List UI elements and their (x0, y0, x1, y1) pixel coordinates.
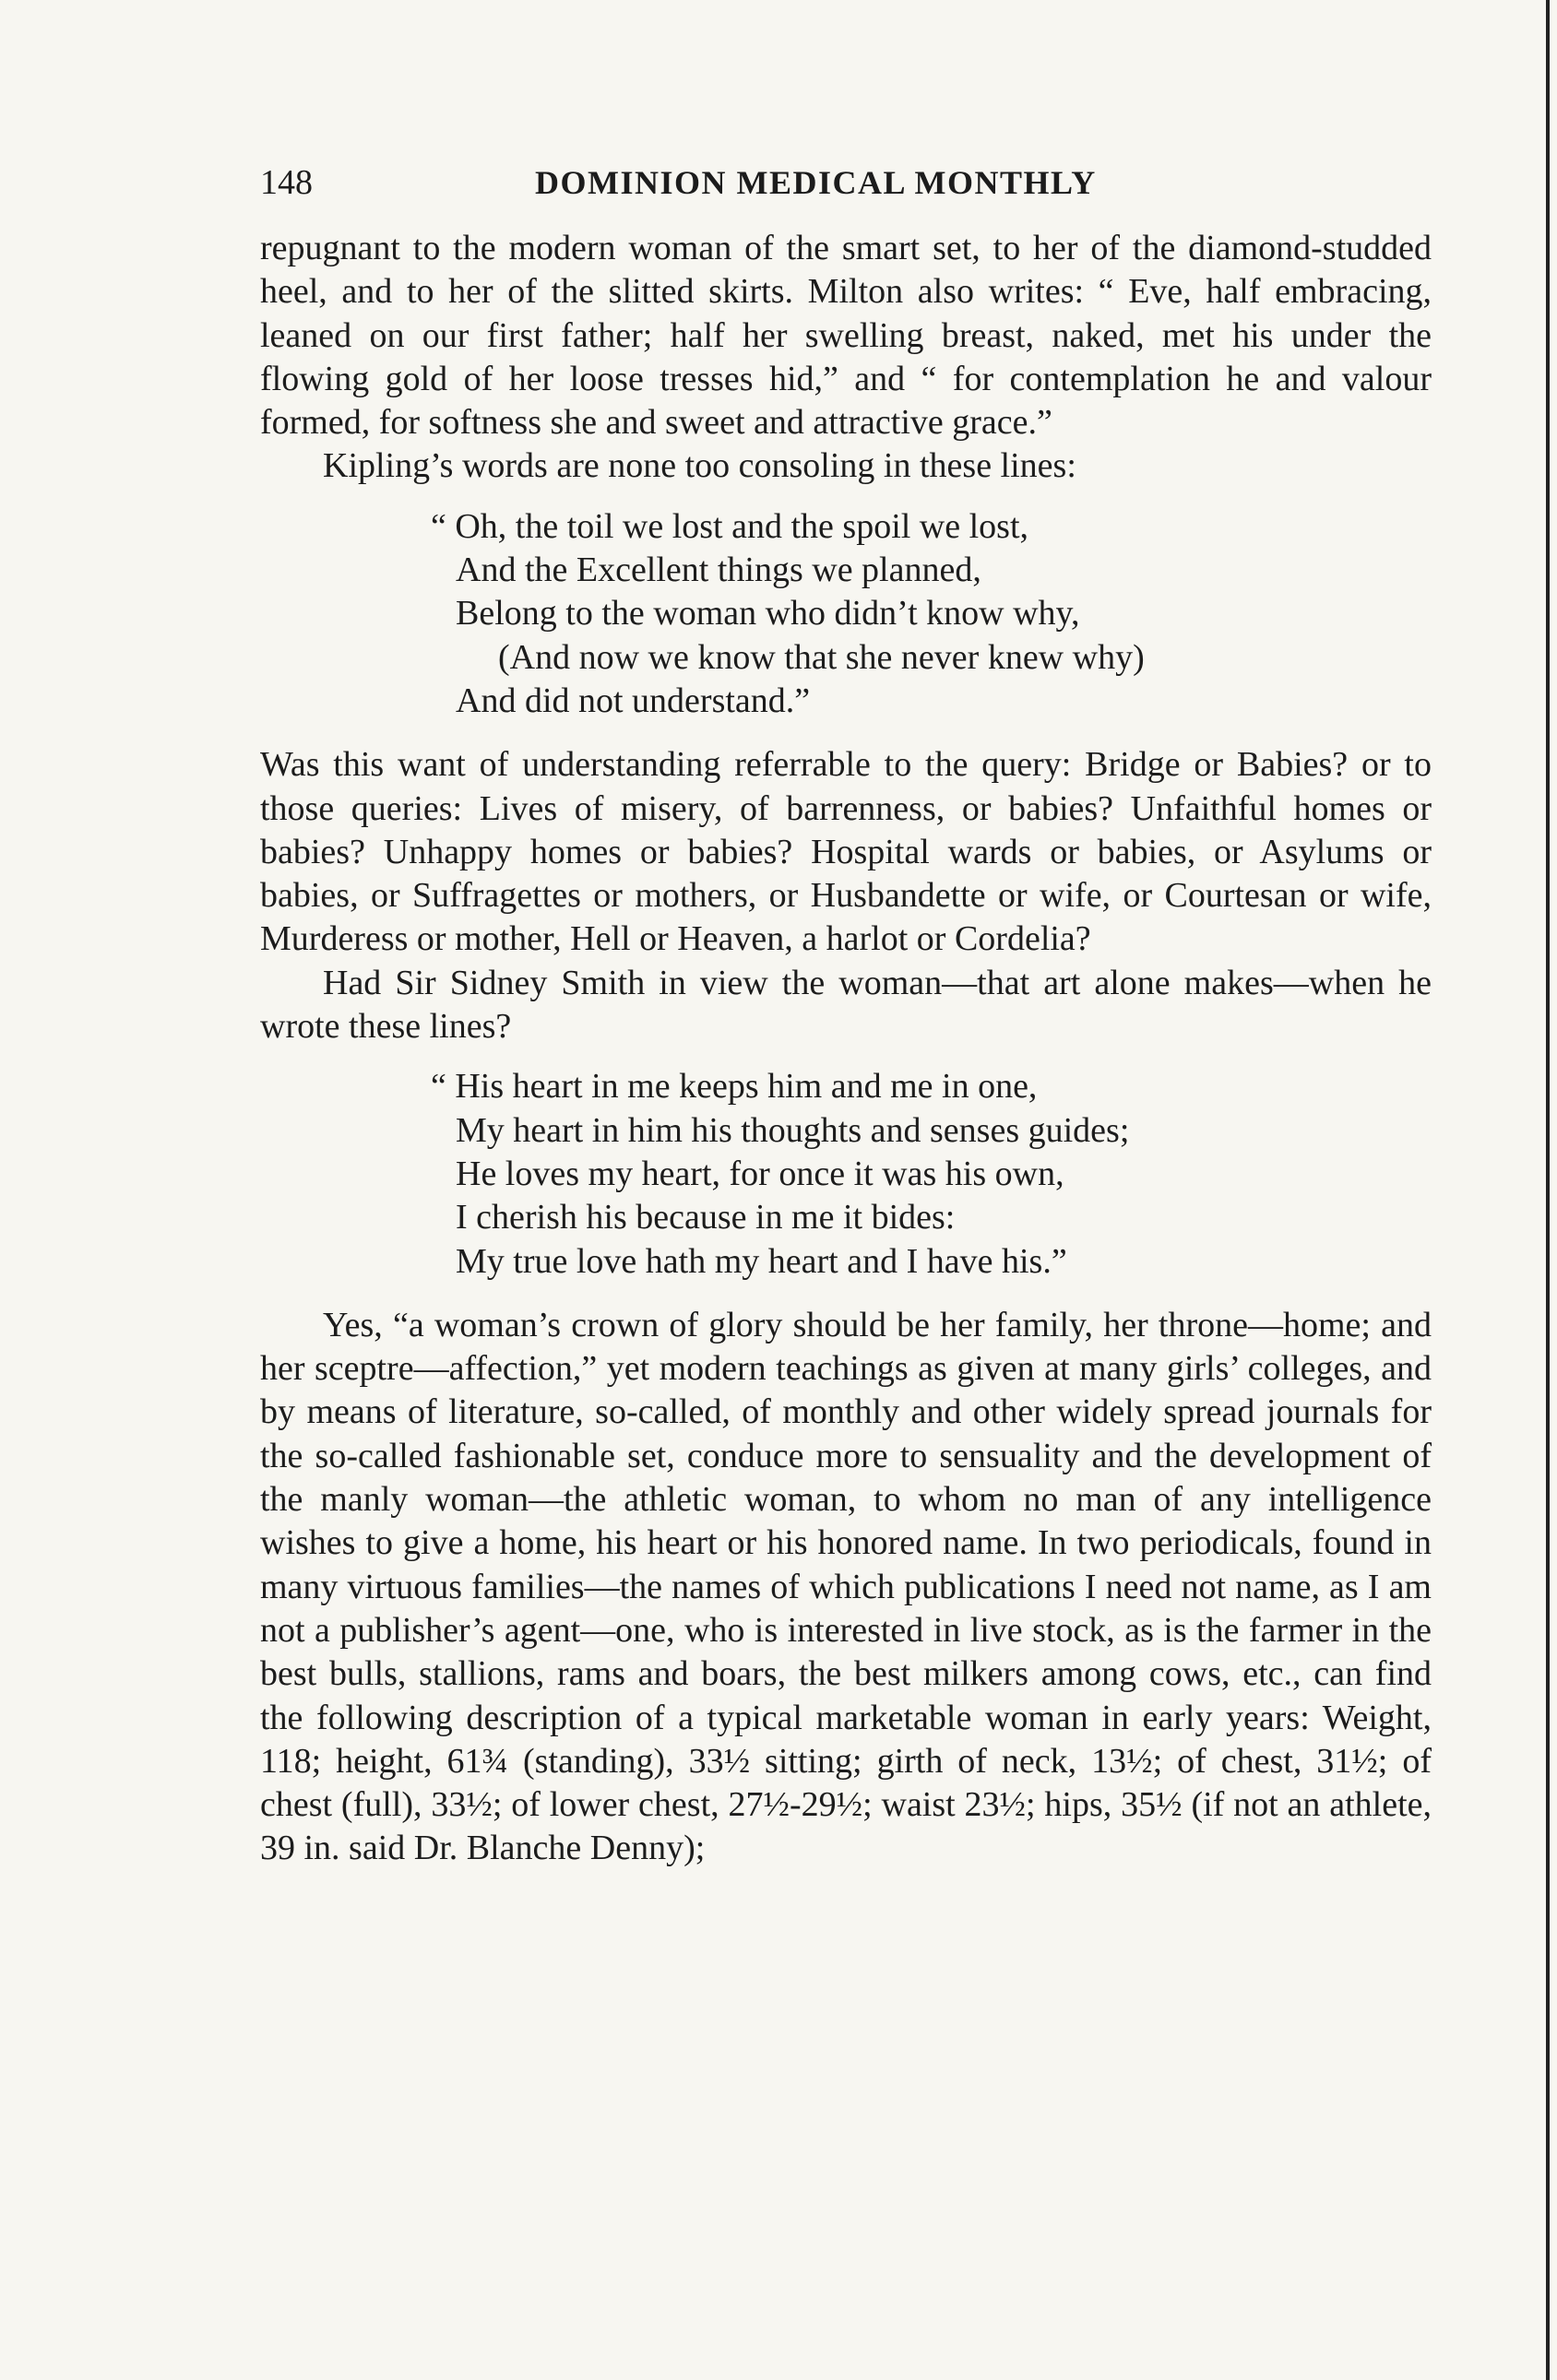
paragraph: Was this want of understanding referrable to the query: Bridge or Babies? or to those queries: Lives of misery, of barrenness, or babies? Unfaithful homes or babies? Unhappy homes or babies? Hospital wards or babies, or Asylums or babies, or Suffragettes or mothers, or Husbandette or wife, or Courtesan or wife, Murderess or mother, Hell or Heaven, a harlot or Cordelia? (260, 745, 1432, 959)
poem-line: My true love hath my heart and I have his.” (456, 1241, 1067, 1281)
poem-line: “ His heart in me keeps him and me in one, (431, 1067, 1038, 1107)
poem-line: And the Excellent things we planned, (456, 551, 981, 590)
poem-line: He loves my heart, for once it was his own, (456, 1154, 1064, 1193)
paragraph: Had Sir Sidney Smith in view the woman—that art alone makes—when he wrote these lines? (260, 963, 1432, 1047)
smith-poem (260, 1065, 1432, 1283)
poem-line: “ Oh, the toil we lost and the spoil we lost, (431, 506, 1029, 546)
poem-line: (And now we know that she never knew why) (498, 637, 1145, 677)
poem-line: Belong to the woman who didn’t know why, (456, 594, 1080, 633)
kipling-poem (260, 505, 1432, 723)
page-number: 148 (260, 163, 313, 202)
paragraph: Yes, “a woman’s crown of glory should be her family, her throne—home; and her sceptre—affection,” yet modern teachings as given at many girls’ colleges, and by means of literature, so-called, of monthly and other widely spread journals for the so-called fashionable set, conduce more to sensuality and the development of the manly woman—the athletic woman, to whom no man of any intelligence wishes to give a home, his heart or his honored name. In two periodicals, found in many virtuous families—the names of which publications I need not name, as I am not a publisher’s agent—one, who is interested in live stock, as is the farmer in the best bulls, stallions, rams and boars, the best milkers among cows, etc., can find the following description of a typical marketable woman in early years: Weight, 118; height, 61¾ (standing), 33½ sitting; girth of neck, 13½; of chest, 31½; of chest (full), 33½; of lower chest, 27½-29½; waist 23½; hips, 35½ (if not an athlete, 39 in. said Dr. Blanche Denny); (260, 1305, 1432, 1868)
paragraph: Kipling’s words are none too consoling in these lines: (323, 446, 1076, 486)
binding-edge (1546, 0, 1550, 2380)
poem-line: I cherish his because in me it bides: (456, 1198, 956, 1237)
poem-line: And did not understand.” (456, 681, 811, 720)
page-header (260, 155, 1183, 210)
paragraph: repugnant to the modern woman of the smart set, to her of the diamond-studded heel, and to her of the slitted skirts. Milton also writes: “ Eve, half embracing, leaned on our first father; half her swelling breast, naked, met his under the flowing gold of her loose tresses hid,” and “ for contemplation he and valour formed, for softness she and sweet and attractive grace.” (260, 229, 1432, 443)
poem-line: My heart in him his thoughts and senses guides; (456, 1110, 1130, 1150)
running-title: DOMINION MEDICAL MONTHLY (535, 164, 1097, 201)
body-text (260, 227, 1432, 1871)
